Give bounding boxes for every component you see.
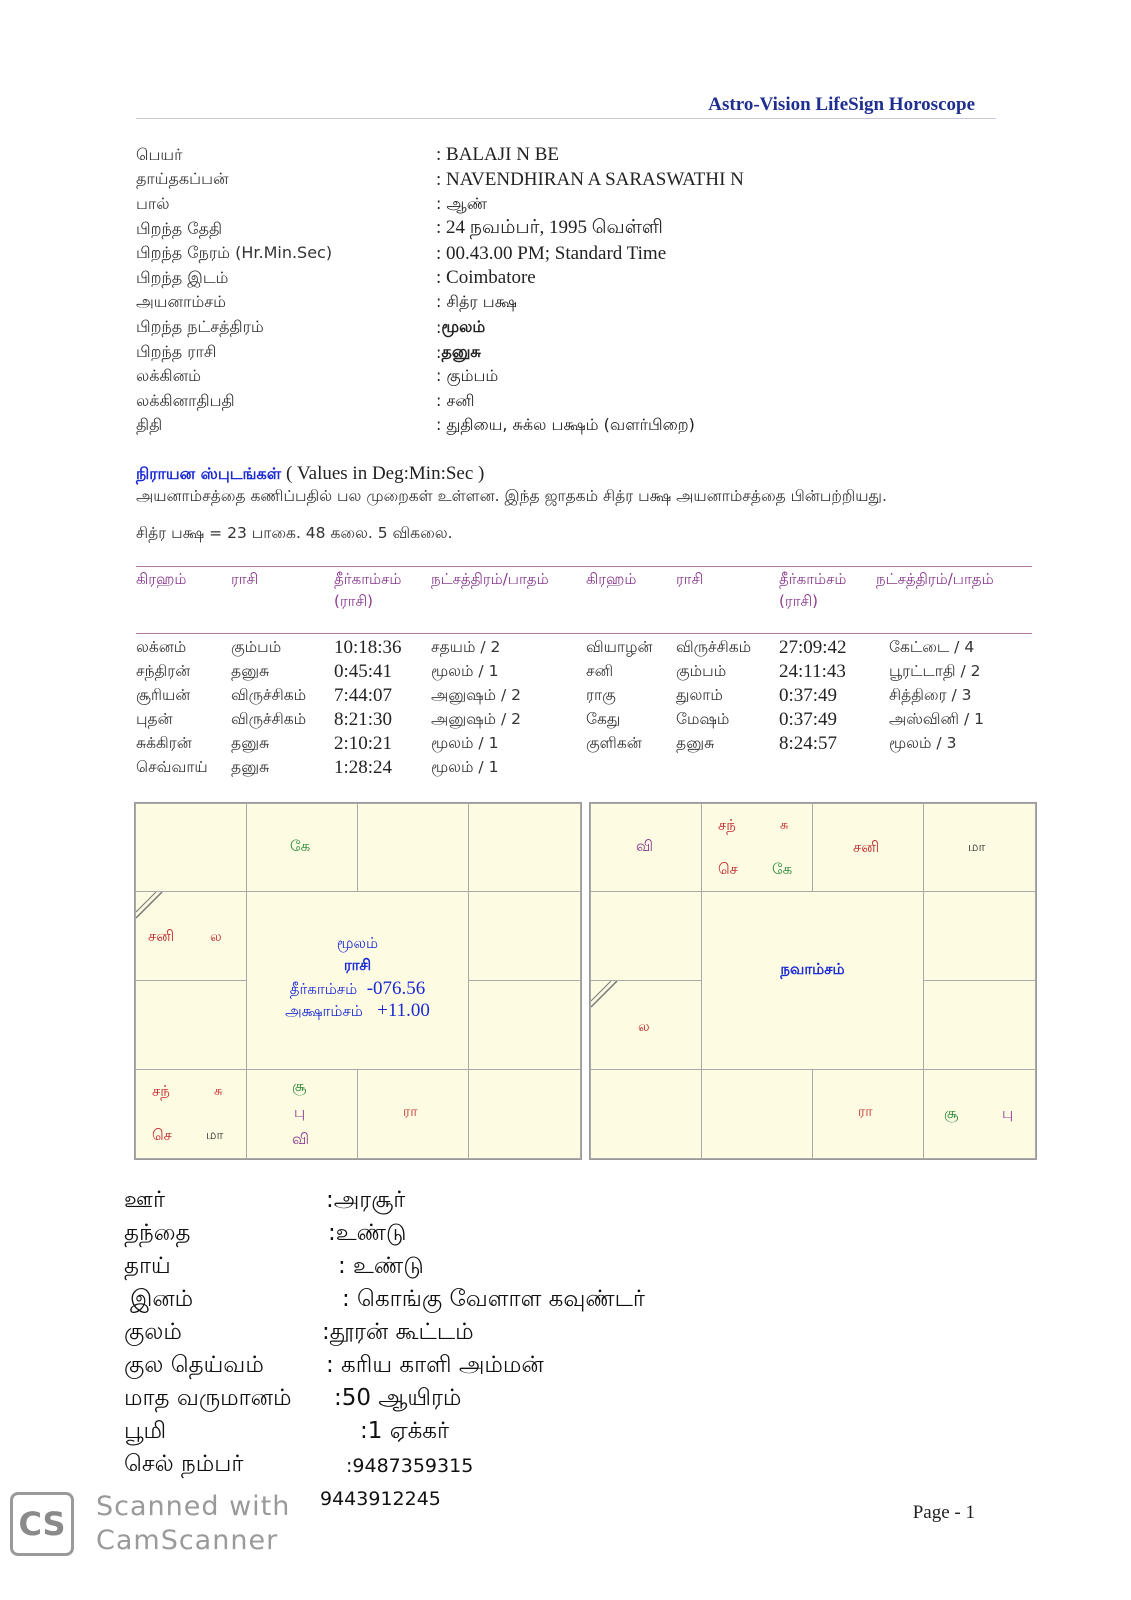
info-label: பிறந்த நட்சத்திரம்: [136, 316, 264, 336]
planet-rahu: ரா: [403, 1104, 418, 1120]
bio-value: :1 ஏக்கர்: [360, 1418, 450, 1444]
chart-house: [135, 980, 247, 1070]
table-cell: விருச்சிகம்: [676, 638, 752, 656]
table-cell: தனுசு: [231, 734, 270, 752]
bio-value: :அரசூர்: [326, 1187, 406, 1213]
chart-house: [468, 891, 581, 981]
info-value: : BALAJI N BE: [436, 144, 559, 166]
table-cell: சித்திரை / 3: [889, 686, 972, 704]
chart-house-lagna: [135, 891, 247, 981]
table-cell: மூலம் / 1: [431, 758, 499, 776]
info-value: : 24 நவம்பர், 1995 வெள்ளி: [436, 217, 663, 239]
table-cell: கும்பம்: [231, 638, 282, 656]
info-row-place: [136, 266, 744, 291]
phone-number-2: 9443912245: [320, 1488, 441, 1510]
info-value: : சனி: [436, 390, 475, 410]
planet-mercury: பு: [294, 1103, 306, 1121]
camscanner-logo: CS: [10, 1492, 74, 1556]
table-cell: மூலம் / 1: [431, 662, 499, 680]
table-cell: 0:37:49: [779, 685, 838, 706]
info-value: தனுசு: [441, 341, 481, 361]
chart-house: [923, 803, 1036, 892]
ayanamsa-value: சித்ர பக்ஷ = 23 பாகை. 48 கலை. 5 விகலை.: [136, 524, 453, 542]
bio-label: குலம்: [124, 1319, 182, 1345]
info-label: திதி: [136, 415, 163, 435]
bio-label: மாத வருமானம்: [124, 1385, 292, 1411]
camscanner-line2: CamScanner: [96, 1525, 279, 1556]
gulika-label: மா: [206, 1128, 224, 1143]
table-cell: 0:45:41: [334, 661, 393, 682]
info-value: : துதியை, சுக்ல பக்ஷம் (வளர்பிறை): [436, 415, 695, 435]
personal-info: [136, 143, 744, 438]
table-cell: கேட்டை / 4: [889, 638, 975, 656]
info-value: : ஆண்: [436, 193, 488, 213]
chart-house: [701, 1069, 813, 1159]
table-cell: பூரட்டாதி / 2: [889, 662, 981, 680]
info-value: : NAVENDHIRAN A SARASWATHI N: [436, 168, 744, 190]
table-cell: அனுஷம் / 2: [431, 710, 521, 728]
bio-label: பூமி: [124, 1418, 167, 1444]
info-value: : Coimbatore: [436, 267, 536, 289]
info-label: பிறந்த ராசி: [136, 341, 217, 361]
table-cell: சூரியன்: [136, 686, 191, 704]
chart-house: [590, 891, 702, 981]
chart-house: [246, 803, 358, 892]
info-label: பால்: [136, 193, 170, 213]
section-subtitle: ( Values in Deg:Min:Sec ): [281, 463, 485, 484]
chart-center-text: [247, 934, 468, 1022]
table-cell: சந்திரன்: [136, 662, 191, 680]
bio-label: தாய்: [124, 1253, 171, 1279]
table-header: கிரஹம்: [586, 570, 637, 588]
table-cell: துலாம்: [676, 686, 723, 704]
table-header: நட்சத்திரம்/பாதம்: [876, 570, 994, 588]
info-row-rasi: [136, 340, 744, 365]
chart-house: [246, 1069, 358, 1159]
section-paragraph: அயனாம்சத்தை கணிப்பதில் பல முறைகள் உள்ளன. இந்த ஜாதகம் சித்ர பக்ஷ அயனாம்சத்தை பின்பற்றியது.: [136, 487, 887, 505]
table-header: தீர்காம்சம் (ராசி): [779, 570, 847, 610]
info-label: பிறந்த தேதி: [136, 218, 223, 238]
chart-house: [135, 1069, 247, 1159]
table-cell: தனுசு: [231, 758, 270, 776]
table-cell: சுக்கிரன்: [136, 734, 192, 752]
center-longitude: [247, 978, 468, 1000]
chart-house: [590, 1069, 702, 1159]
planet-mercury: பு: [1002, 1104, 1014, 1122]
planet-venus: சு: [214, 1084, 223, 1099]
chart-house: [701, 803, 813, 892]
bio-label: இனம்: [130, 1286, 194, 1312]
table-cell: 2:10:21: [334, 733, 393, 754]
lagna-label: ல: [210, 929, 222, 945]
chart-house: [468, 803, 581, 892]
table-cell: 8:24:57: [779, 733, 838, 754]
info-value-prefix: :: [436, 317, 442, 337]
bio-value: :50 ஆயிரம்: [334, 1385, 462, 1411]
table-header-rule: [136, 633, 1032, 634]
chart-house: [468, 980, 581, 1070]
table-cell: 7:44:07: [334, 685, 393, 706]
planet-rahu: ரா: [858, 1104, 873, 1120]
table-cell: மூலம் / 3: [889, 734, 957, 752]
gulika-label: மா: [968, 840, 986, 855]
brand-title: Astro-Vision LifeSign Horoscope: [708, 94, 975, 115]
camscanner-text: [96, 1490, 290, 1558]
bio-label: ஊர்: [124, 1187, 165, 1213]
section-heading: நிராயன ஸ்புடங்கள்: [136, 464, 282, 483]
table-cell: லக்னம்: [136, 638, 187, 656]
table-cell: புதன்: [136, 710, 173, 728]
chart-house: [923, 980, 1036, 1070]
planet-moon: சந்: [718, 816, 736, 834]
info-label: லக்கினம்: [136, 366, 202, 386]
info-row-parents: [136, 168, 744, 193]
planet-venus: சு: [780, 818, 789, 833]
table-cell: சனி: [586, 662, 614, 680]
table-cell: தனுசு: [231, 662, 270, 680]
camscanner-line1: Scanned with: [96, 1491, 291, 1522]
table-cell: வியாழன்: [586, 638, 653, 656]
chart-center: [246, 891, 469, 1070]
info-row-gender: [136, 192, 744, 217]
longitude-label: தீர்காம்சம்: [289, 980, 358, 998]
lagna-marker-icon: [136, 892, 166, 922]
table-cell: குளிகன்: [586, 734, 642, 752]
table-cell: செவ்வாய்: [136, 758, 208, 776]
latitude-label: அக்ஷாம்சம்: [285, 1002, 363, 1020]
chart-house: [357, 803, 469, 892]
table-top-rule: [136, 566, 1032, 567]
info-value: மூலம்: [441, 316, 486, 336]
table-cell: 10:18:36: [334, 637, 402, 658]
bio-value: : உண்டு: [338, 1253, 424, 1279]
latitude-value: +11.00: [377, 1000, 430, 1021]
table-cell: அனுஷம் / 2: [431, 686, 521, 704]
planet-mars: செ: [152, 1126, 172, 1144]
info-label: லக்கினாதிபதி: [136, 390, 235, 410]
bio-label: செல் நம்பர்: [124, 1451, 244, 1477]
info-row-lagna: [136, 364, 744, 389]
table-cell: கும்பம்: [676, 662, 727, 680]
chart-house: [923, 1069, 1036, 1159]
table-header: தீர்காம்சம் (ராசி): [334, 570, 402, 610]
info-row-name: [136, 143, 744, 168]
info-row-ayanamsa: [136, 291, 744, 316]
bio-label: தந்தை: [124, 1220, 191, 1246]
info-row-time: [136, 241, 744, 266]
planet-mars: செ: [718, 860, 738, 878]
table-cell: 8:21:30: [334, 709, 393, 730]
table-cell: மேஷம்: [676, 710, 730, 728]
rasi-chart: [134, 802, 582, 1160]
table-cell: 27:09:42: [779, 637, 847, 658]
info-value-prefix: :: [436, 342, 442, 362]
planet-saturn: சனி: [853, 838, 880, 856]
chart-center: [701, 891, 924, 1070]
chart-house: [812, 1069, 924, 1159]
table-cell: ராகு: [586, 686, 616, 704]
info-label: பெயர்: [136, 144, 183, 164]
table-cell: தனுசு: [676, 734, 715, 752]
planet-moon: சந்: [152, 1082, 170, 1100]
table-cell: 1:28:24: [334, 757, 393, 778]
table-cell: கேது: [586, 710, 621, 728]
chart-house: [135, 803, 247, 892]
bio-value: :உண்டு: [328, 1220, 407, 1246]
planet-jupiter: வி: [292, 1130, 310, 1148]
table-cell: சதயம் / 2: [431, 638, 501, 656]
center-title: ராசி: [343, 956, 372, 974]
table-header: கிரஹம்: [136, 570, 187, 588]
table-cell: 0:37:49: [779, 709, 838, 730]
table-header: நட்சத்திரம்/பாதம்: [431, 570, 549, 588]
bio-value: : கொங்கு வேளாள கவுண்டர்: [342, 1286, 645, 1312]
planet-ketu: கே: [772, 860, 793, 878]
planet-saturn: சனி: [148, 927, 175, 945]
info-value: : 00.43.00 PM; Standard Time: [436, 242, 667, 264]
table-header: ராசி: [231, 570, 259, 588]
chart-house: [923, 891, 1036, 981]
table-cell: 24:11:43: [779, 661, 846, 682]
lagna-marker-icon: [591, 981, 621, 1011]
bio-label: குல தெய்வம்: [124, 1352, 264, 1378]
table-header: ராசி: [676, 570, 704, 588]
bio-value: :தூரன் கூட்டம்: [322, 1319, 474, 1345]
info-row-dob: [136, 217, 744, 242]
planet-sun: சூ: [292, 1077, 307, 1095]
page-number: Page - 1: [912, 1502, 975, 1523]
info-label: பிறந்த நேரம் (Hr.Min.Sec): [136, 243, 333, 263]
chart-house: [590, 803, 702, 892]
info-label: பிறந்த இடம்: [136, 267, 229, 287]
table-cell: மூலம் / 1: [431, 734, 499, 752]
navamsa-chart: [589, 802, 1037, 1160]
bio-value: :9487359315: [346, 1455, 474, 1477]
chart-house-lagna: [590, 980, 702, 1070]
table-cell: விருச்சிகம்: [231, 710, 307, 728]
table-cell: விருச்சிகம்: [231, 686, 307, 704]
info-row-lagna-lord: [136, 389, 744, 414]
bio-value: : கரிய காளி அம்மன்: [326, 1352, 544, 1378]
info-label: அயனாம்சம்: [136, 292, 226, 312]
info-row-star: [136, 315, 744, 340]
planet-ketu: கே: [290, 837, 311, 855]
header-divider: [136, 118, 996, 119]
chart-house: [812, 803, 924, 892]
chart-house: [357, 1069, 469, 1159]
info-label: தாய்தகப்பன்: [136, 169, 229, 189]
table-cell: அஸ்வினி / 1: [889, 710, 984, 728]
planet-jupiter: வி: [636, 837, 654, 855]
longitude-value: -076.56: [366, 978, 426, 999]
info-row-thithi: [136, 414, 744, 439]
section-title: [136, 463, 484, 485]
lagna-label: ல: [638, 1019, 650, 1035]
center-star: மூலம்: [336, 934, 379, 952]
chart-house: [468, 1069, 581, 1159]
planet-sun: சூ: [944, 1104, 959, 1122]
center-title: நவாம்சம்: [780, 960, 845, 978]
info-value: : கும்பம்: [436, 366, 499, 386]
center-latitude: [247, 1000, 468, 1022]
info-value: : சித்ர பக்ஷ: [436, 292, 517, 312]
